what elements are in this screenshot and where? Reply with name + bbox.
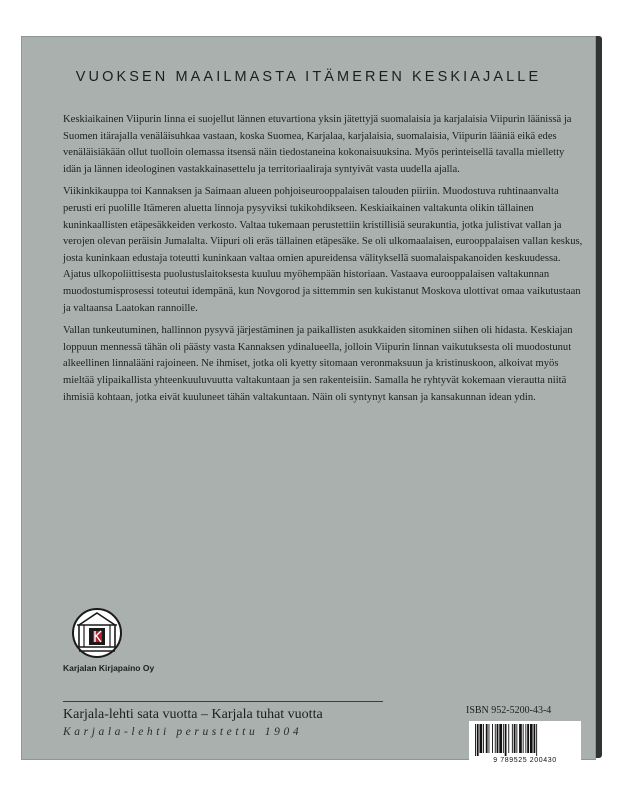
blurb-paragraph-2: Viikinkikauppa toi Kannaksen ja Saimaan alueen pohjoiseurooppalaisen talouden piiriin. Muodostuva ruhtinaanvalta perusti eri puolille Itämeren aluetta linnoja pysyviksi tukikohdikseen. Keskiaikainen valtakunta olikin tällainen kuninkaallisten etäpesäkkeiden verkosto. Valtaa tukemaan perustettiin kristillisiä seurakuntia, jotka julistivat vallan ja verojen olevan peräisin Jumalalta. Viipuri oli eräs tällainen etäpesäke. Se oli ulkomaalaisen, eurooppalaisen vallan keskus, josta kuninkaan edustaja toteutti kuninkaan valtaa omien apureidensa välityksellä suomalaispakanoiden keskuudessa. Ajatus ulkopoliittisesta puolustuslaitoksesta kuuluu myöhempään historiaan. Vastaava eurooppalaisen valtakunnan muodostumisprosessi toteutui idempänä, kun Novgorod ja sittemmin sen kukistanut Moskova ulottivat omaa vaikutustaan ja valtaansa Laatokan rannoille.: [63, 186, 583, 314]
publisher-logo-block: [63, 607, 223, 673]
book-back-cover: [21, 36, 596, 764]
publisher-logo-icon: [71, 607, 123, 659]
blurb-paragraph-1: Keskiaikainen Viipurin linna ei suojellut lännen etuvartiona yksin jätettyjä suomalaisia ja karjalaisia Viipurin läänissä ja Suomen itärajalla venäläisuhkaa vastaan, koska Suomea, Karjalaa, karjalaisia, suomalaisia, Viipurin lääniä eikä edes venäläisiäkään ollut tuolloin olemassa itsensä näin tiedostaneina kokonaisuuksina. Myös perinteisellä tavalla mielletty idän ja lännen ideologinen vastakkainasettelu ja territoriaaliraja syntyivät vasta uudella ajalla.: [63, 114, 572, 175]
cover-title: VUOKSEN MAAILMASTA ITÄMEREN KESKIAJALLE: [75, 69, 542, 85]
barcode-number: 9 789525 200430: [493, 757, 557, 764]
barcode: [469, 721, 581, 767]
blurb-text: [63, 112, 583, 412]
isbn-label: ISBN 952-5200-43-4: [466, 705, 552, 716]
series-title: Karjala-lehti sata vuotta – Karjala tuhat vuotta: [63, 707, 323, 722]
divider-line: [63, 701, 383, 702]
barcode-bars: [473, 724, 577, 756]
publisher-name: Karjalan Kirjapaino Oy: [63, 663, 155, 673]
series-subtitle: Karjala-lehti perustettu 1904: [63, 726, 303, 738]
blurb-paragraph-3: Vallan tunkeutuminen, hallinnon pysyvä järjestäminen ja paikallisten asukkaiden sitominen siihen oli hidasta. Keskiajan loppuun mennessä tähän oli päästy vasta Kannaksen ydinalueella, jolloin Viipurin linnan vaikutuksesta oli muodostunut alkeellinen linnalääni rajoineen. Ne ihmiset, jotka oli kyetty sitomaan veronmaksuun ja kristinuskoon, alkoivat myös mieltää ylipaikallista yhteenkuuluvuutta valtakuntaan ja sen rakenteisiin. Samalla he ryhtyvät kokemaan vierautta niitä ihmisiä kohtaan, jotka eivät kuuluneet tähän valtakuntaan. Näin oli syntynyt kansan ja kansakunnan idean ydin.: [63, 325, 573, 403]
